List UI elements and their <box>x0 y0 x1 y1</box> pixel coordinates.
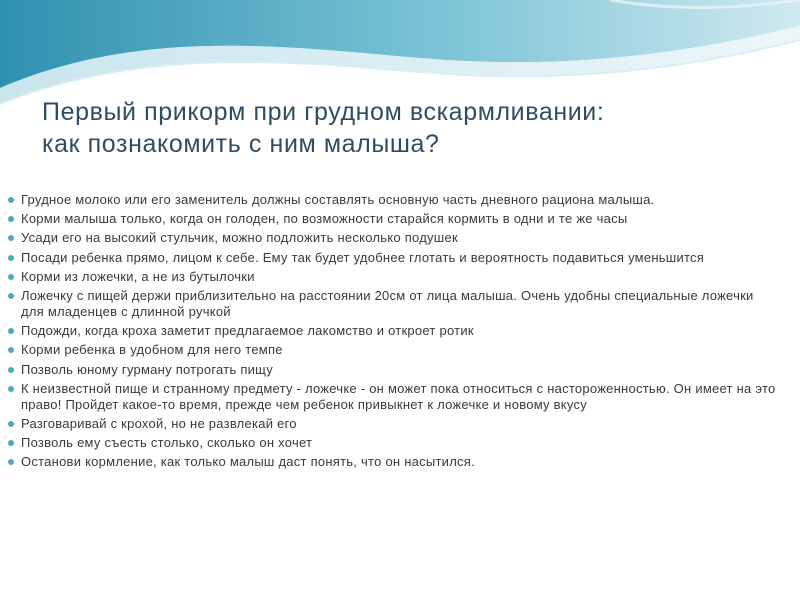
bullet-dot-icon <box>8 216 14 222</box>
bullet-list <box>8 192 778 473</box>
bullet-dot-icon <box>8 274 14 280</box>
bullet-item <box>8 454 778 470</box>
bullet-dot-icon <box>8 255 14 261</box>
bullet-item <box>8 435 778 451</box>
bullet-dot-icon <box>8 386 14 392</box>
bullet-dot-icon <box>8 235 14 241</box>
bullet-text: Позволь юному гурману потрогать пищу <box>21 361 273 377</box>
bullet-item <box>8 381 778 413</box>
bullet-dot-icon <box>8 328 14 334</box>
bullet-item <box>8 342 778 358</box>
bullet-item <box>8 211 778 227</box>
bullet-dot-icon <box>8 293 14 299</box>
bullet-item <box>8 250 778 266</box>
bullet-dot-icon <box>8 367 14 373</box>
bullet-item <box>8 192 778 208</box>
bullet-text: Ложечку с пищей держи приблизительно на расстоянии 20см от лица малыша. Очень удобны специальные ложечки для младенцев с длинной ручкой <box>21 287 754 319</box>
bullet-dot-icon <box>8 459 14 465</box>
slide-title-line-2: как познакомить с ним малыша? <box>42 130 440 158</box>
bullet-text: К неизвестной пище и странному предмету - ложечке - он может пока относиться с настороженностью. Он имеет на это право! Пройдет какое-то время, прежде чем ребенок привыкнет к ложечке и новому вкусу <box>21 380 776 412</box>
bullet-text: Корми ребенка в удобном для него темпе <box>21 342 283 358</box>
bullet-item <box>8 269 778 285</box>
bullet-text: Корми малыша только, когда он голоден, по возможности старайся кормить в одни и те же часы <box>21 211 628 227</box>
bullet-text: Грудное молоко или его заменитель должны составлять основную часть дневного рациона малыша. <box>21 192 655 207</box>
bullet-text: Разговаривай с крохой, но не развлекай его <box>21 415 297 431</box>
slide-title-line-1: Первый прикорм при грудном вскармливании: <box>42 98 605 126</box>
bullet-dot-icon <box>8 347 14 353</box>
bullet-dot-icon <box>8 197 14 203</box>
bullet-item <box>8 288 778 320</box>
bullet-text: Останови кормление, как только малыш даст понять, что он насытился. <box>21 454 475 470</box>
bullet-item <box>8 416 778 432</box>
bullet-text: Подожди, когда кроха заметит предлагаемое лакомство и откроет ротик <box>21 323 474 339</box>
bullet-text: Позволь ему съесть столько, сколько он хочет <box>21 435 313 451</box>
bullet-item <box>8 323 778 339</box>
bullet-dot-icon <box>8 421 14 427</box>
bullet-text: Корми из ложечки, а не из бутылочки <box>21 268 255 284</box>
bullet-item <box>8 230 778 246</box>
bullet-item <box>8 362 778 378</box>
bullet-dot-icon <box>8 440 14 446</box>
slide-title <box>42 96 782 160</box>
bullet-text: Посади ребенка прямо, лицом к себе. Ему так будет удобнее глотать и вероятность подавиться уменьшится <box>21 249 705 265</box>
bullet-text: Усади его на высокий стульчик, можно подложить несколько подушек <box>21 230 458 246</box>
